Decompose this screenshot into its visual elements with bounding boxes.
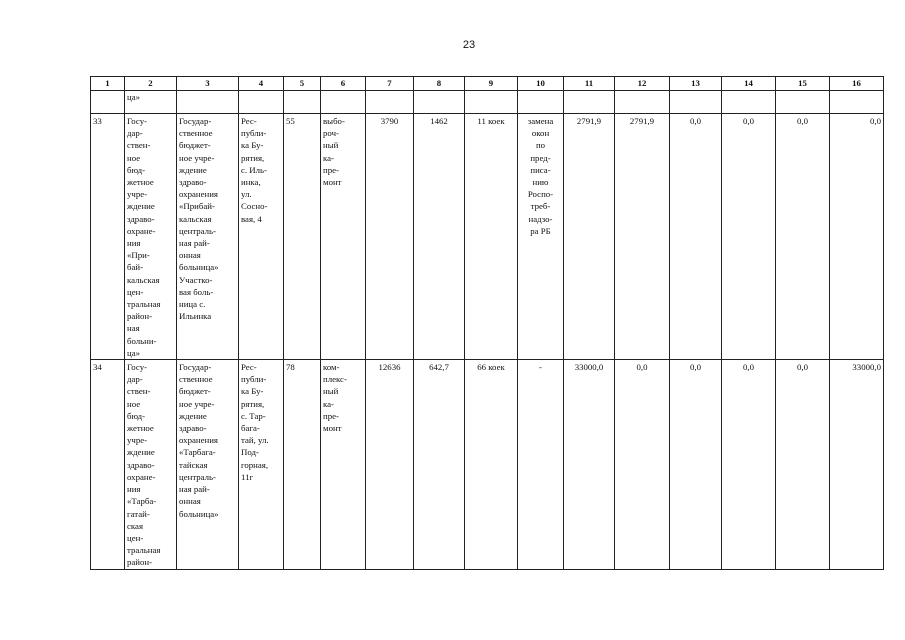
column-header-15: 15	[776, 77, 830, 91]
cell-line: треб-	[530, 201, 551, 212]
cell-line: ка Бу-	[241, 140, 264, 151]
document-table	[90, 76, 884, 570]
table-row	[91, 360, 884, 569]
cell-line: бай-	[127, 262, 144, 273]
cell-line: Госу-	[127, 362, 148, 373]
cell-line: рятия,	[241, 152, 265, 163]
col11-cell: 2791,9	[564, 114, 615, 360]
cell-line: гатай-	[127, 508, 150, 519]
cell-line: охранения	[179, 435, 218, 446]
cell-line: Сосно-	[241, 201, 268, 212]
cell-line: онная	[179, 250, 201, 261]
cell-line: охране-	[127, 225, 156, 236]
work-type-cell	[321, 114, 366, 360]
institution-cell	[177, 114, 239, 360]
cell-line: тральная	[127, 299, 161, 310]
cell-line: ствен-	[127, 386, 151, 397]
continuation-row	[91, 91, 884, 114]
column-header-3: 3	[177, 77, 239, 91]
cell-line: рятия,	[241, 398, 265, 409]
row-number-cell: 34	[91, 360, 125, 569]
institution-cell	[177, 360, 239, 569]
col5-cell: 55	[284, 114, 321, 360]
cell-line: Госу-	[127, 116, 148, 126]
cell-line: писа-	[530, 164, 551, 175]
col7-cell: 3790	[366, 114, 414, 360]
col12-cell: 0,0	[615, 360, 670, 569]
cell-line: Государ-	[179, 362, 212, 373]
address-cell	[239, 114, 284, 360]
cell-line: ждение	[179, 410, 207, 421]
cell-line: бюджет-	[179, 140, 211, 151]
cell-line: цен-	[127, 286, 144, 297]
cell-line: ное учре-	[179, 152, 215, 163]
cell-line: ца»	[127, 347, 141, 358]
cell-line: здраво-	[127, 213, 155, 224]
cell-line: здраво-	[179, 177, 207, 188]
cell-line: публи-	[241, 374, 267, 385]
cell-line: цен-	[127, 532, 144, 543]
cell-line: бюд-	[127, 164, 146, 175]
work-type-cell	[321, 360, 366, 569]
cell-line: тральная	[127, 545, 161, 556]
col5-cell: 78	[284, 360, 321, 569]
cell-line: бюд-	[127, 410, 146, 421]
name-cell	[125, 114, 177, 360]
column-header-2: 2	[125, 77, 177, 91]
col15-cell: 0,0	[776, 360, 830, 569]
col9-cell: 11 коек	[465, 114, 518, 360]
col7-cell: 12636	[366, 360, 414, 569]
cell-line: ная	[127, 323, 140, 334]
cell-line: плекс-	[323, 374, 347, 385]
col8-cell: 642,7	[414, 360, 465, 569]
cell-line: больни-	[127, 335, 157, 346]
column-header-7: 7	[366, 77, 414, 91]
cell-line: Рес-	[241, 362, 257, 373]
cell-line: ствен-	[127, 140, 151, 151]
col9-cell: 66 коек	[465, 360, 518, 569]
cell-line: «При-	[127, 250, 150, 261]
cell-line: тайская	[179, 459, 208, 470]
column-header-5: 5	[284, 77, 321, 91]
column-header-13: 13	[670, 77, 722, 91]
col11-cell: 33000,0	[564, 360, 615, 569]
cell-line: район-	[127, 557, 153, 568]
cell-line: ственное	[179, 128, 213, 139]
cell-line: бюджет-	[179, 386, 211, 397]
column-header-16: 16	[830, 77, 884, 91]
column-number-header-row	[91, 77, 884, 91]
cell-line: Ильинка	[179, 311, 212, 322]
column-header-14: 14	[722, 77, 776, 91]
cell-line: с. Иль-	[241, 164, 267, 175]
cell-line: Под-	[241, 447, 259, 458]
cell-line: Роспо-	[527, 189, 554, 200]
cell-line: окон	[531, 128, 550, 139]
cell-line: ка Бу-	[241, 386, 264, 397]
cell-line: тай, ул.	[241, 435, 269, 446]
cell-line: район-	[127, 311, 153, 322]
cell-line: ния	[127, 484, 141, 495]
page-number: 23	[462, 39, 476, 51]
column-header-12: 12	[615, 77, 670, 91]
cell-line: бага-	[241, 423, 260, 434]
cell-line: кальская	[179, 213, 212, 224]
cell-line: роч-	[323, 128, 339, 139]
cell-line: монт	[323, 177, 342, 188]
continuation-name-cell: ца»	[125, 91, 177, 114]
column-header-6: 6	[321, 77, 366, 91]
cell-line: ская	[127, 520, 143, 531]
cell-line: Государ-	[179, 116, 212, 126]
cell-line: здраво-	[179, 423, 207, 434]
cell-line: пре-	[323, 410, 339, 421]
col13-cell: 0,0	[670, 114, 722, 360]
cell-line: «Тарба-	[127, 496, 157, 507]
cell-line: 11г	[241, 471, 254, 482]
cell-line: вая, 4	[241, 213, 262, 224]
cell-line: ка-	[323, 398, 334, 409]
cell-line: по	[535, 140, 546, 151]
cell-line: ка-	[323, 152, 334, 163]
cell-line: ра РБ	[530, 225, 551, 236]
address-cell	[239, 360, 284, 569]
col10-cell	[518, 114, 564, 360]
col14-cell: 0,0	[722, 114, 776, 360]
cell-line: выбо-	[323, 116, 345, 126]
cell-line: Рес-	[241, 116, 257, 126]
name-cell	[125, 360, 177, 569]
column-header-8: 8	[414, 77, 465, 91]
cell-line: «Тарбага-	[179, 447, 216, 458]
cell-line: больница»	[179, 508, 219, 519]
cell-line: ница с.	[179, 299, 206, 310]
cell-line: вая боль-	[179, 286, 214, 297]
cell-line: ная рай-	[179, 484, 210, 495]
cell-line: ное	[127, 398, 141, 409]
cell-line: ный	[323, 386, 339, 397]
cell-line: ждение	[127, 201, 155, 212]
col13-cell: 0,0	[670, 360, 722, 569]
cell-line: монт	[323, 423, 342, 434]
cell-line: инка,	[241, 177, 261, 188]
col8-cell: 1462	[414, 114, 465, 360]
cell-line: ждение	[179, 164, 207, 175]
cell-line: ния	[127, 238, 141, 249]
cell-line: дар-	[127, 128, 143, 139]
cell-line: больница»	[179, 262, 219, 273]
column-header-10: 10	[518, 77, 564, 91]
cell-line: охране-	[127, 471, 156, 482]
cell-line: нию	[532, 177, 549, 188]
cell-line: надзо-	[528, 213, 553, 224]
cell-line: ное учре-	[179, 398, 215, 409]
cell-line: пред-	[530, 152, 551, 163]
cell-line: дар-	[127, 374, 143, 385]
cell-line: учре-	[127, 435, 148, 446]
cell-line: охранения	[179, 189, 218, 200]
column-header-9: 9	[465, 77, 518, 91]
cell-line: ное	[127, 152, 141, 163]
cell-line: «Прибай-	[179, 201, 215, 212]
col16-cell: 33000,0	[830, 360, 884, 569]
cell-line: жетное	[127, 423, 154, 434]
cell-line: централь-	[179, 225, 216, 236]
cell-line: Участко-	[179, 274, 213, 285]
cell-line: -	[539, 362, 542, 373]
cell-line: онная	[179, 496, 201, 507]
cell-line: централь-	[179, 471, 216, 482]
column-header-4: 4	[239, 77, 284, 91]
cell-line: жетное	[127, 177, 154, 188]
col16-cell: 0,0	[830, 114, 884, 360]
cell-line: здраво-	[127, 459, 155, 470]
col10-cell	[518, 360, 564, 569]
cell-line: кальская	[127, 274, 160, 285]
cell-line: с. Тар-	[241, 410, 266, 421]
cell-line: замена	[527, 116, 554, 126]
column-header-11: 11	[564, 77, 615, 91]
cell-line: ждение	[127, 447, 155, 458]
col15-cell: 0,0	[776, 114, 830, 360]
table-row	[91, 114, 884, 360]
cell-line: пре-	[323, 164, 339, 175]
col12-cell: 2791,9	[615, 114, 670, 360]
cell-line: горная,	[241, 459, 269, 470]
cell-line: ственное	[179, 374, 213, 385]
cell-line: ул.	[241, 189, 252, 200]
cell-line: ный	[323, 140, 339, 151]
cell-line: ком-	[323, 362, 340, 373]
cell-line: ная рай-	[179, 238, 210, 249]
row-number-cell: 33	[91, 114, 125, 360]
col14-cell: 0,0	[722, 360, 776, 569]
column-header-1: 1	[91, 77, 125, 91]
cell-line: учре-	[127, 189, 148, 200]
cell-line: публи-	[241, 128, 267, 139]
